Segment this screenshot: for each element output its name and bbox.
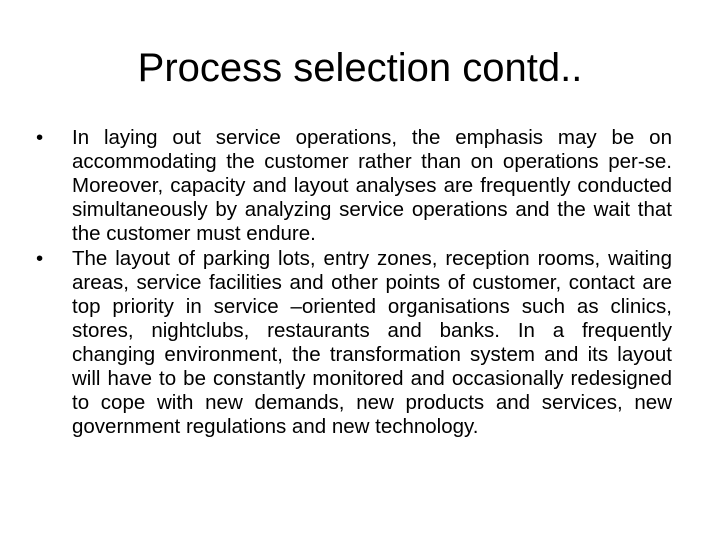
bullet-marker-icon: • — [36, 126, 44, 149]
slide-title: Process selection contd.. — [137, 46, 583, 90]
bullet-text: In laying out service operations, the emphasis may be on accommodating the customer rather than on operations per-se. Moreover, capacity and layout analyses are frequently conducted simultaneously by analyzing service operations and the wait that the customer must endure. — [72, 126, 672, 245]
bullet-list — [36, 126, 672, 440]
bullet-marker-icon: • — [36, 247, 44, 270]
bullet-item — [36, 247, 672, 439]
bullet-item — [36, 126, 672, 246]
bullet-text: The layout of parking lots, entry zones, reception rooms, waiting areas, service facilities and other points of customer, contact are top priority in service –oriented organisations such as clinics, stores, nightclubs, restaurants and banks. In a frequently changing environment, the transformation system and its layout will have to be constantly monitored and occasionally redesigned to cope with new demands, new products and services, new government regulations and new technology. — [72, 247, 672, 438]
